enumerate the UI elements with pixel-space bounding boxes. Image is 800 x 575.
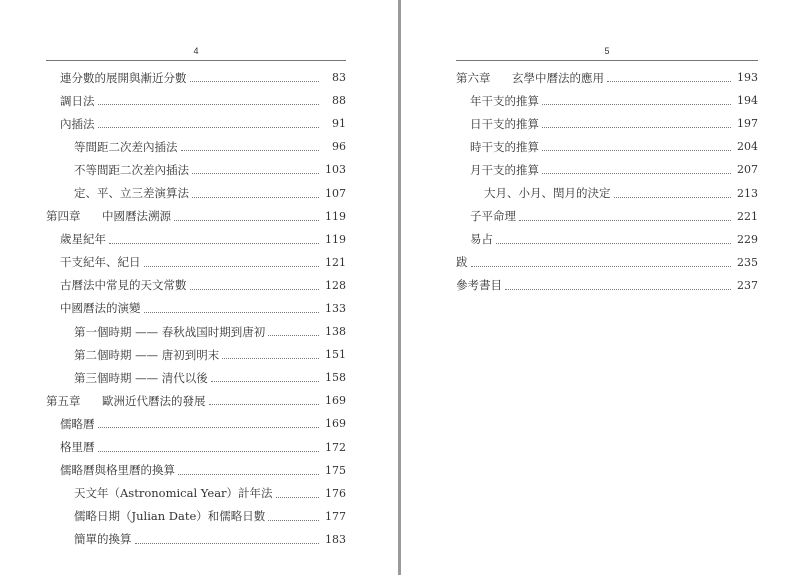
dot-leader xyxy=(542,103,731,105)
entry-title: 連分數的展開與漸近分數 xyxy=(60,70,187,85)
dot-leader xyxy=(614,196,732,198)
toc-entry-label xyxy=(456,254,468,270)
toc-entry xyxy=(46,297,346,320)
entry-title: 跋 xyxy=(456,255,468,270)
toc-entry xyxy=(46,412,346,435)
toc-page-number: 169 xyxy=(325,417,346,431)
toc-page-number: 175 xyxy=(325,463,346,477)
toc-list xyxy=(456,66,758,297)
dot-leader xyxy=(607,80,731,82)
toc-page-number: 138 xyxy=(325,325,346,339)
toc-entry-label xyxy=(470,116,539,132)
toc-entry-label xyxy=(74,508,265,524)
toc-page-number: 83 xyxy=(332,71,346,85)
toc-page-number: 96 xyxy=(332,140,346,154)
entry-title: 內插法 xyxy=(60,116,95,131)
entry-title: 月干支的推算 xyxy=(470,162,539,177)
toc-entry-label xyxy=(74,370,208,386)
toc-entry-label xyxy=(46,393,206,409)
toc-entry-label xyxy=(74,485,273,501)
dot-leader xyxy=(135,542,320,544)
toc-page-number: 169 xyxy=(325,394,346,408)
toc-entry xyxy=(46,66,346,89)
dot-leader xyxy=(542,149,731,151)
toc-entry-label xyxy=(74,185,189,201)
entry-title: 天文年（Astronomical Year）計年法 xyxy=(74,486,273,501)
entry-title: 干支紀年、紀日 xyxy=(60,255,141,270)
toc-page-number: 91 xyxy=(332,117,346,131)
toc-chapter-entry xyxy=(46,205,346,228)
toc-page-number: 193 xyxy=(737,71,758,85)
toc-chapter-entry xyxy=(46,389,346,412)
entry-title: 儒略曆 xyxy=(60,416,95,431)
dot-leader xyxy=(268,519,319,521)
toc-entry xyxy=(46,459,346,482)
entry-title: 等間距二次差內插法 xyxy=(74,139,178,154)
dot-leader xyxy=(209,403,320,405)
toc-entry xyxy=(46,181,346,204)
entry-title: 歐洲近代曆法的發展 xyxy=(102,393,206,408)
left-page xyxy=(0,0,398,575)
toc-entry-label xyxy=(470,208,516,224)
toc-page-number: 172 xyxy=(325,440,346,454)
entry-title: 定、平、立三差演算法 xyxy=(74,186,189,201)
toc-entry-label xyxy=(470,93,539,109)
toc-entry xyxy=(46,505,346,528)
toc-entry xyxy=(46,89,346,112)
dot-leader xyxy=(109,242,319,244)
toc-page-number: 197 xyxy=(737,117,758,131)
dot-leader xyxy=(178,473,319,475)
dot-leader xyxy=(542,126,731,128)
dot-leader xyxy=(190,80,320,82)
toc-chapter-entry xyxy=(456,66,758,89)
chapter-number: 第五章 xyxy=(46,393,81,408)
toc-entry xyxy=(456,205,758,228)
entry-title: 不等間距二次差內插法 xyxy=(74,162,189,177)
dot-leader xyxy=(542,172,731,174)
toc-entry xyxy=(46,436,346,459)
chapter-number: 第四章 xyxy=(46,209,81,224)
toc-chapter-entry xyxy=(456,274,758,297)
toc-entry xyxy=(46,343,346,366)
toc-entry-label xyxy=(74,162,189,178)
toc-entry xyxy=(46,482,346,505)
entry-title: 古曆法中常見的天文常數 xyxy=(60,278,187,293)
toc-page-number: 207 xyxy=(737,163,758,177)
toc-entry xyxy=(46,158,346,181)
entry-title: 調日法 xyxy=(60,93,95,108)
toc-entry xyxy=(456,181,758,204)
entry-title: 大月、小月、閏月的決定 xyxy=(484,186,611,201)
toc-entry-label xyxy=(60,70,187,86)
dot-leader xyxy=(144,265,320,267)
toc-entry-label xyxy=(74,347,219,363)
toc-entry-label xyxy=(456,70,604,86)
entry-title: 儒略曆與格里曆的換算 xyxy=(60,463,175,478)
dot-leader xyxy=(144,311,320,313)
toc-entry-label xyxy=(470,139,539,155)
toc-page-number: 128 xyxy=(325,278,346,292)
dot-leader xyxy=(98,450,320,452)
dot-leader xyxy=(222,357,319,359)
entry-title: 玄學中曆法的應用 xyxy=(512,70,604,85)
entry-title: 子平命理 xyxy=(470,209,516,224)
toc-entry-label xyxy=(60,231,106,247)
toc-entry xyxy=(456,112,758,135)
entry-title: 第二個時期 —— 唐初到明末 xyxy=(74,347,220,362)
toc-entry xyxy=(456,158,758,181)
toc-page-number: 177 xyxy=(325,509,346,523)
dot-leader xyxy=(276,496,319,498)
toc-page-number: 237 xyxy=(737,278,758,292)
toc-page-number: 176 xyxy=(325,486,346,500)
right-page xyxy=(401,0,800,575)
toc-chapter-entry xyxy=(456,251,758,274)
entry-title: 中國曆法的演變 xyxy=(60,301,141,316)
header-rule xyxy=(456,60,758,61)
toc-entry-label xyxy=(484,185,611,201)
dot-leader xyxy=(211,380,319,382)
toc-page-number: 221 xyxy=(737,209,758,223)
toc-entry-label xyxy=(46,208,171,224)
toc-entry-label xyxy=(60,277,187,293)
toc-page-number: 119 xyxy=(325,209,346,223)
toc-entry-label xyxy=(74,324,265,340)
dot-leader xyxy=(268,334,319,336)
entry-title: 日干支的推算 xyxy=(470,116,539,131)
toc-entry-label xyxy=(456,277,502,293)
chapter-number: 第六章 xyxy=(456,70,491,85)
toc-entry-label xyxy=(60,462,175,478)
page-number: 4 xyxy=(193,46,199,56)
toc-page-number: 133 xyxy=(325,301,346,315)
toc-page-number: 119 xyxy=(325,232,346,246)
toc-entry xyxy=(456,228,758,251)
toc-entry xyxy=(456,89,758,112)
dot-leader xyxy=(192,172,319,174)
entry-title: 易占 xyxy=(470,232,493,247)
toc-page-number: 204 xyxy=(737,140,758,154)
toc-page-number: 229 xyxy=(737,232,758,246)
entry-title: 簡單的換算 xyxy=(74,532,132,547)
toc-page-number: 194 xyxy=(737,94,758,108)
toc-entry-label xyxy=(60,254,141,270)
entry-title: 第一個時期 —— 春秋战国时期到唐初 xyxy=(74,324,266,339)
dot-leader xyxy=(505,288,731,290)
toc-entry-label xyxy=(60,416,95,432)
dot-leader xyxy=(496,242,731,244)
toc-entry xyxy=(46,528,346,551)
dot-leader xyxy=(98,103,320,105)
entry-title: 時干支的推算 xyxy=(470,139,539,154)
toc-page-number: 213 xyxy=(737,186,758,200)
toc-page-number: 103 xyxy=(325,163,346,177)
toc-entry xyxy=(46,251,346,274)
toc-page-number: 183 xyxy=(325,532,346,546)
toc-page-number: 151 xyxy=(325,348,346,362)
toc-entry xyxy=(46,135,346,158)
dot-leader xyxy=(192,196,319,198)
entry-title: 參考書目 xyxy=(456,278,502,293)
toc-entry-label xyxy=(470,231,493,247)
dot-leader xyxy=(471,265,732,267)
dot-leader xyxy=(174,219,319,221)
toc-page-number: 235 xyxy=(737,255,758,269)
toc-entry-label xyxy=(60,300,141,316)
entry-title: 中國曆法溯源 xyxy=(102,209,171,224)
entry-title: 年干支的推算 xyxy=(470,93,539,108)
page-number: 5 xyxy=(604,46,610,56)
entry-title: 歲星紀年 xyxy=(60,232,106,247)
toc-entry-label xyxy=(74,531,132,547)
toc-entry xyxy=(456,135,758,158)
dot-leader xyxy=(190,288,320,290)
toc-entry xyxy=(46,366,346,389)
entry-title: 第三個時期 —— 清代以後 xyxy=(74,370,208,385)
toc-entry-label xyxy=(470,162,539,178)
toc-entry-label xyxy=(74,139,178,155)
toc-entry xyxy=(46,274,346,297)
dot-leader xyxy=(98,126,320,128)
toc-list xyxy=(46,66,346,551)
entry-title: 儒略日期（Julian Date）和儒略日數 xyxy=(74,509,266,524)
toc-entry-label xyxy=(60,116,95,132)
toc-page-number: 158 xyxy=(325,371,346,385)
toc-entry-label xyxy=(60,439,95,455)
toc-entry xyxy=(46,320,346,343)
entry-title: 格里曆 xyxy=(60,440,95,455)
toc-entry-label xyxy=(60,93,95,109)
toc-page-number: 121 xyxy=(325,255,346,269)
dot-leader xyxy=(181,149,320,151)
toc-page-number: 88 xyxy=(332,94,346,108)
header-rule xyxy=(46,60,346,61)
toc-entry xyxy=(46,112,346,135)
toc-entry xyxy=(46,228,346,251)
toc-page-number: 107 xyxy=(325,186,346,200)
dot-leader xyxy=(98,426,320,428)
dot-leader xyxy=(519,219,731,221)
